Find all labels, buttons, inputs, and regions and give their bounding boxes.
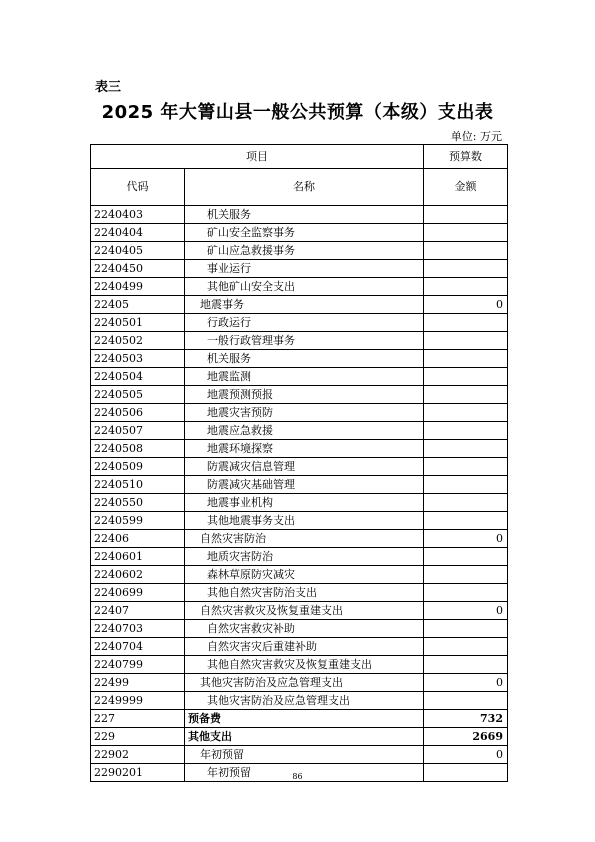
table-row [91,296,508,314]
row-name: 地震环境探察 [185,440,424,458]
row-name: 自然灾害救灾及恢复重建支出 [185,602,424,620]
row-code: 2240602 [91,566,185,584]
row-amount: 0 [424,602,508,620]
row-name: 行政运行 [185,314,424,332]
table-row [91,746,508,764]
table-row [91,692,508,710]
table-row [91,728,508,746]
table-row [91,260,508,278]
row-amount [424,656,508,674]
row-name: 其他灾害防治及应急管理支出 [185,674,424,692]
table-row [91,242,508,260]
row-name: 年初预留 [185,764,424,782]
row-code: 2240450 [91,260,185,278]
row-name: 防震减灾信息管理 [185,458,424,476]
table-row [91,602,508,620]
table-row [91,476,508,494]
row-code: 2240601 [91,548,185,566]
row-amount [424,692,508,710]
row-code: 2249999 [91,692,185,710]
row-name: 地质灾害防治 [185,548,424,566]
row-amount: 0 [424,674,508,692]
table-header [91,145,508,206]
row-amount [424,404,508,422]
row-code: 2240699 [91,584,185,602]
row-name: 矿山安全监察事务 [185,224,424,242]
table-row [91,512,508,530]
budget-table [90,144,508,782]
table-row [91,494,508,512]
table-row [91,314,508,332]
row-name: 一般行政管理事务 [185,332,424,350]
row-code: 22405 [91,296,185,314]
table-body [91,206,508,782]
row-code: 2240509 [91,458,185,476]
row-amount [424,620,508,638]
table-row [91,458,508,476]
table-row [91,332,508,350]
row-amount [424,350,508,368]
table-row [91,422,508,440]
row-name: 地震灾害预防 [185,404,424,422]
row-code: 2240403 [91,206,185,224]
row-name: 机关服务 [185,206,424,224]
table-row [91,620,508,638]
row-code: 2240704 [91,638,185,656]
table-row [91,656,508,674]
row-amount: 732 [424,710,508,728]
row-code: 2240599 [91,512,185,530]
row-code: 2240703 [91,620,185,638]
row-code: 2240550 [91,494,185,512]
column-header-item: 项目 [91,145,424,169]
row-code: 2240507 [91,422,185,440]
row-name: 自然灾害灾后重建补助 [185,638,424,656]
table-row [91,404,508,422]
row-amount [424,566,508,584]
row-amount [424,440,508,458]
row-code: 227 [91,710,185,728]
row-amount: 0 [424,530,508,548]
row-name: 自然灾害救灾补助 [185,620,424,638]
row-code: 2290201 [91,764,185,782]
table-row [91,566,508,584]
row-amount [424,260,508,278]
row-amount [424,512,508,530]
row-name: 其他自然灾害救灾及恢复重建支出 [185,656,424,674]
row-amount [424,278,508,296]
row-amount [424,386,508,404]
table-label: 表三 [95,80,122,95]
page-number: 86 [292,772,303,781]
row-code: 22499 [91,674,185,692]
row-code: 22406 [91,530,185,548]
row-amount: 0 [424,296,508,314]
row-code: 2240504 [91,368,185,386]
table-row [91,530,508,548]
row-amount [424,242,508,260]
row-amount [424,314,508,332]
table-row [91,584,508,602]
row-code: 22902 [91,746,185,764]
table-row [91,638,508,656]
header-row [91,145,508,169]
table-row [91,386,508,404]
unit-note: 单位: 万元 [450,130,502,143]
row-name: 其他灾害防治及应急管理支出 [185,692,424,710]
row-code: 2240506 [91,404,185,422]
row-name: 自然灾害防治 [185,530,424,548]
row-code: 2240505 [91,386,185,404]
row-amount [424,584,508,602]
table-row [91,674,508,692]
row-name: 其他地震事务支出 [185,512,424,530]
row-amount: 0 [424,746,508,764]
row-name: 防震减灾基础管理 [185,476,424,494]
row-name: 预备费 [185,710,424,728]
row-name: 地震应急救援 [185,422,424,440]
row-name: 地震事务 [185,296,424,314]
row-code: 2240501 [91,314,185,332]
row-amount [424,332,508,350]
row-name: 事业运行 [185,260,424,278]
row-code: 2240405 [91,242,185,260]
row-amount [424,206,508,224]
row-amount [424,638,508,656]
row-code: 2240404 [91,224,185,242]
page-title: 2025 年大箐山县一般公共预算（本级）支出表 [101,102,494,123]
row-code: 2240503 [91,350,185,368]
row-code: 2240502 [91,332,185,350]
table-row [91,278,508,296]
table-row [91,350,508,368]
column-header-code: 代码 [91,169,185,206]
row-code: 2240499 [91,278,185,296]
row-amount [424,494,508,512]
row-name: 机关服务 [185,350,424,368]
row-name: 矿山应急救援事务 [185,242,424,260]
row-amount [424,368,508,386]
column-header-name: 名称 [185,169,424,206]
row-name: 其他矿山安全支出 [185,278,424,296]
column-header-budget: 预算数 [424,145,508,169]
table-row [91,224,508,242]
header-row [91,169,508,206]
row-amount: 2669 [424,728,508,746]
row-code: 2240508 [91,440,185,458]
row-amount [424,458,508,476]
row-code: 229 [91,728,185,746]
table-row [91,368,508,386]
row-code: 2240510 [91,476,185,494]
table-row [91,548,508,566]
row-code: 22407 [91,602,185,620]
row-name: 其他支出 [185,728,424,746]
row-name: 地震事业机构 [185,494,424,512]
row-amount [424,422,508,440]
row-name: 地震监测 [185,368,424,386]
row-name: 其他自然灾害防治支出 [185,584,424,602]
row-name: 森林草原防灾减灾 [185,566,424,584]
row-name: 年初预留 [185,746,424,764]
table-row [91,710,508,728]
column-header-amount: 金额 [424,169,508,206]
row-amount [424,224,508,242]
row-name: 地震预测预报 [185,386,424,404]
table-row [91,206,508,224]
row-code: 2240799 [91,656,185,674]
row-amount [424,476,508,494]
row-amount [424,548,508,566]
table-row [91,440,508,458]
